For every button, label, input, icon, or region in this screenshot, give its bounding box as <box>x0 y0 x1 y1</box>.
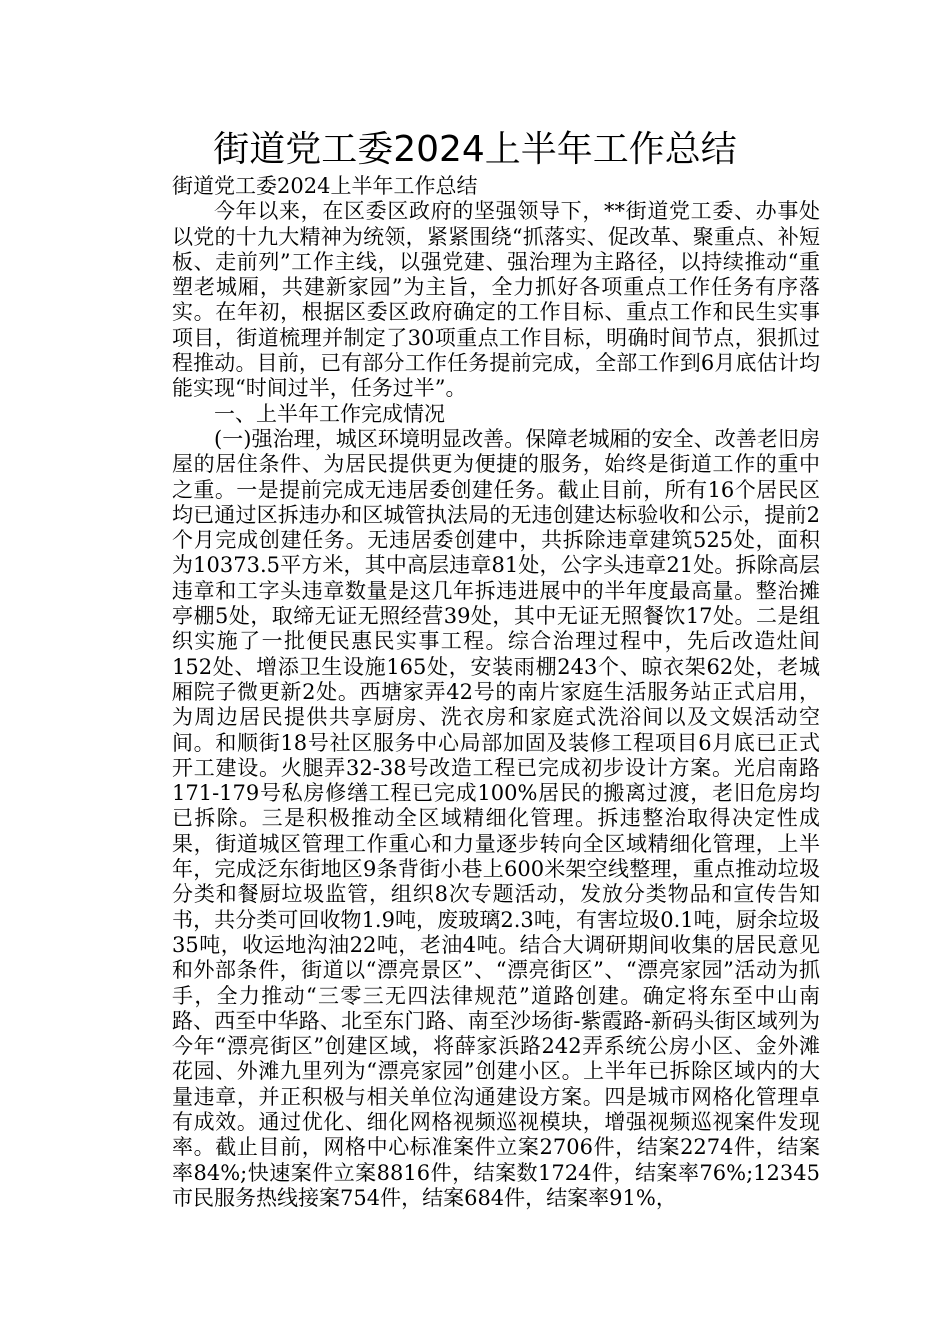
paragraph-governance: (一)强治理，城区环境明显改善。保障老城厢的安全、改善老旧房屋的居住条件、为居民提供更为便捷的服务，始终是街道工作的重中之重。一是提前完成无违居委创建任务。截止目前，所有16个居民区均已通过区拆违办和区城管执法局的无违创建达标验收和公示，提前2个月完成创建任务。无违居委创建中，共拆除违章建筑525处，面积为10373.5平方米，其中高层违章81处，公字头违章21处。拆除高层违章和工字头违章数量是这几年拆违进展中的半年度最高量。整治摊亭棚5处，取缔无证无照经营39处，其中无证无照餐饮17处。二是组织实施了一批便民惠民实事工程。综合治理过程中，先后改造灶间152处、增添卫生设施165处，安装雨棚243个、晾衣架62处，老城厢院子微更新2处。西塘家弄42号的南片家庭生活服务站正式启用，为周边居民提供共享厨房、洗衣房和家庭式洗浴间以及文娱活动空间。和顺街18号社区服务中心局部加固及装修工程项目6月底已正式开工建设。火腿弄32-38号改造工程已完成初步设计方案。光启南路171-179号私房修缮工程已完成100%居民的搬离过渡，老旧危房均已拆除。三是积极推动全区域精细化管理。拆违整治取得决定性成果，街道城区管理工作重心和力量逐步转向全区域精细化管理，上半年，完成泛东街地区9条背街小巷上600米架空线整理，重点推动垃圾分类和餐厨垃圾监管，组织8次专题活动，发放分类物品和宣传告知书，共分类可回收物1.9吨，废玻璃2.3吨，有害垃圾0.1吨，厨余垃圾35吨，收运地沟油22吨，老油4吨。结合大调研期间收集的居民意见和外部条件，街道以“漂亮景区”、“漂亮街区”、“漂亮家园”活动为抓手，全力推动“三零三无四法律规范”道路创建。确定将东至中山南路、西至中华路、北至东门路、南至沙场街-紫霞路-新码头街区域列为今年“漂亮街区”创建区域，将薛家浜路242弄系统公房小区、金外滩花园、外滩九里列为“漂亮家园”创建小区。上半年已拆除区域内的大量违章，并正积极与相关单位沟通建设方案。四是城市网格化管理卓有成效。通过优化、细化网格视频巡视模块，增强视频巡视案件发现率。截止目前，网格中心标准案件立案2706件，结案2274件，结案率84%;快速案件立案8816件，结案数1724件，结案率76%;12345市民服务热线接案754件，结案684件，结案率91%， <box>172 426 820 1210</box>
paragraph-intro: 今年以来，在区委区政府的坚强领导下，**街道党工委、办事处以党的十九大精神为统领，紧紧围绕“抓落实、促改革、聚重点、补短板、走前列”工作主线，以强党建、强治理为主路径，以持续推动“重塑老城厢，共建新家园”为主旨，全力抓好各项重点工作任务有序落实。在年初，根据区委区政府确定的工作目标、重点工作和民生实事项目，街道梳理并制定了30项重点工作目标，明确时间节点，狠抓过程推动。目前，已有部分工作任务提前完成，全部工作到6月底估计均能实现“时间过半，任务过半”。 <box>172 199 820 401</box>
document-subtitle: 街道党工委2024上半年工作总结 <box>172 174 478 198</box>
section-heading: 一、上半年工作完成情况 <box>214 401 445 426</box>
document-body <box>172 174 820 1211</box>
document-title: 街道党工委2024上半年工作总结 <box>213 129 737 170</box>
